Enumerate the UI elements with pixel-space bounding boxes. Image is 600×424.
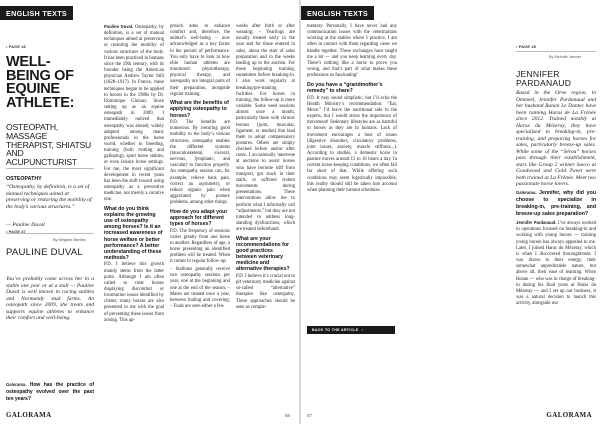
- section-tab: ENGLISH TEXTS: [0, 6, 73, 20]
- speaker-label: Pauline Duval.: [104, 24, 134, 29]
- section-label: OSTEOPATHY: [6, 176, 42, 182]
- magazine-logo: GALORAMA: [6, 411, 52, 419]
- back-button-label: BACK TO THE ARTICLE: [312, 328, 359, 332]
- answer-text: mentary. Personally, I have never had any communication issues with the veterinarians working at the stables where I practice. I am often in contact with them regarding cases we handle together. These exchanges have taught me a lot — and you keep learning every day. There’s nothing like a horse to prove you wrong, and that’s part of what makes these professions so fascinating!: [307, 24, 397, 79]
- answer-text: P.D. I believe it’s crucial not to pit veterinary medicine against so-called “alternative” therapies like osteopathy. These approaches should be seen as comple-: [236, 273, 295, 310]
- text-column: [170, 24, 230, 312]
- question-text: What are your recommendations for good practices between veterinary medicine and alternative therapies?: [236, 235, 290, 273]
- answer-text: – Stallions generally receive two osteopathy sessions per year, one at the beginning and one at the end of the season; – Mares are treated once a year, between foaling and covering; – Foals are seen either a few: [170, 267, 230, 309]
- text-column: [236, 24, 295, 312]
- divider: [6, 168, 94, 169]
- speaker-label: Galorama.: [516, 190, 537, 195]
- divider: [516, 51, 596, 52]
- opening-question: [6, 382, 94, 403]
- answer-text: P.D. The frequency of sessions varies greatly from one horse to another. Regardless of age, a horse presenting an identified problem will be treated. When it comes to regular follow-up:: [170, 228, 230, 265]
- page-number: 56: [285, 413, 291, 418]
- pull-quote: “Osteopathy, by definition, is a set of manual techniques aimed at preserving or restoring the mobility of the body’s various structures.”: [6, 184, 92, 210]
- left-page: [0, 0, 299, 424]
- answer-text: weeks after birth or after weaning; – Yearlings are usually treated early in the year and for those entered in sales, about the start of sales preparation and in the weeks leading up to the auction. For those beginning training, sometimes before breaking-in. I also work regularly at breaking/pre-training facilities. For horses in training, the follow-up is more variable. Some need sessions almost once a month, particularly those with chronic lesions (joint, muscular, ligament, or tendon) that lead them to adopt compensatory postures. Others are simply checked before and/or after races. I occasionally intervene at auctions to assist horses who have become stiff from transport, got stuck in their stalls, or suffered violent movements during presentations. These interventions allow me to perform what I informally call “adjustments,” but they are not intended to address long-standing dysfunctions, which are treated beforehand.: [236, 24, 295, 233]
- speaker-label: Jennifer Pardanaud.: [516, 220, 557, 226]
- question-text: What are the benefits of applying osteopathy to horses?: [170, 100, 229, 119]
- deck: OSTEOPATH, MASSAGE THERAPIST, SHIATSU AND ACUPUNCTURIST: [6, 122, 92, 168]
- speaker-label: Galorama.: [6, 382, 27, 387]
- byline: By Mégane Martins: [53, 238, 86, 242]
- answer-text: P.D. It may sound simplistic, but I’ll echo the Health Ministry’s recommendation: “Eat, Move.” I’d leave the nutritional side to the experts, but I would stress the importance of movement! Sedentary lifestyles are as harmful to horses as they are to humans. Lack of movement encourages a host of issues (digestive disorders, circulatory problems, joint issues, anxiety, muscle stiffness...). According to studies, a domestic horse in pasture moves around 15 to 16 hours a day. In current horse-keeping conditions, we often fall far short of that. While offering such conditions may seem logistically impossible, this reality should still be taken into account when planning their turnout schedules.: [307, 95, 397, 193]
- back-to-article-button[interactable]: [307, 326, 395, 334]
- answer-text: P.D. The benefits are numerous. By restoring good mobility to the body’s various structures, osteopathy enables the different systems (musculoskeletal, visceral, nervous, lymphatic, and vascular) to function properly. An osteopathy session can, for example, relieve back pain, correct an asymmetry, or reduce organic pain when aggravated by posture problems, among other things.: [170, 120, 230, 206]
- person-name: JENNIFER PARDANAUD: [516, 69, 572, 88]
- article-intro: You’ve probably come across her in a stable one year or at a stall — Pauline Duval is well known in racing stables and Normandy stud farms. An osteopath since 2009, she treats and supports equine athletes to enhance their comfort and well-being.: [6, 276, 94, 321]
- question-text: Jennifer, why did you choose to specialize in breaking-in, pre-training, and breeze-up sales preparation?: [516, 190, 597, 218]
- headline: WELL-BEING OF EQUINE ATHLETE:: [6, 54, 75, 111]
- page-marker: • PAGE 48: [516, 45, 536, 49]
- section-tab: ENGLISH TEXTS: [301, 6, 374, 20]
- text-column: [104, 24, 164, 325]
- answer-text: proach aims to enhance comfort and, therefore, the animal’s well-being – now acknowledged as a key factor in the pursuit of performance. You only have to look at how elite human athletes are monitored: physiotherapy, physical therapy, and osteopathy are integral parts of their preparation, alongside regular training.: [170, 24, 230, 97]
- right-page: [301, 0, 600, 424]
- page-marker: • PAGE 46: [6, 45, 26, 49]
- question-text: How do you adapt your approach for different types of horses?: [170, 208, 228, 228]
- text-column: [516, 190, 596, 309]
- byline: By Mélodie Janvier: [549, 55, 582, 59]
- pull-quote-author: — Pauline Duval: [6, 222, 45, 228]
- magazine-logo: GALORAMA: [546, 411, 592, 419]
- question-text: How has the practice of osteopathy evolved over the past ten years?: [6, 382, 95, 403]
- answer-text: Osteopathy, by definition, is a set of manual techniques aimed at preserving or restoring the mobility of various structures of the body. It has been practiced in humans since the 19th century, with its founder being the American physician Andrew Taylor Still (1828–1917). In France, these techniques began to be applied to horses in the 1980s by Dr. Dominique Giniaux. Since setting up as an equine osteopath in 2009, I immediately noticed that osteopathy was already widely adopted among many professionals in the horse world, whether in breeding, training (both trotting and galloping), sport horse stables, or even leisure horse settings. For me, the most significant development in recent years has been the shift toward using osteopathy as a preventive medicine, not merely a curative one.: [104, 25, 165, 203]
- article-intro: Based in the Orne region, in Omméel, Jennifer Pardanaud and her husband Ronan Le Dantec have been running Haras de La Frênée since 2012. Trained notably at Haras du Mézeray, they have specialized in breaking-in, pre-training, and preparing horses for sales, particularly breeze-up sales. While some of the “Sérou” horses pass through their establishment, stars like Group 2 winner Sueco at Goodwood and Gold Tweet were both trained at La Frênée. Meet two passionate horse lovers.: [516, 90, 596, 187]
- arrow-right-icon: ›: [361, 328, 364, 332]
- question-text: What do you think explains the growing use of osteopathy among horses? Is it an increased awareness of horse welfare or better performance? A better understanding of these methods?: [104, 206, 163, 261]
- question-text: Do you have a “grandmother’s remedy” to share?: [307, 81, 383, 94]
- page-number: 57: [307, 413, 313, 418]
- text-column: [307, 24, 397, 196]
- answer-text: P.D. I believe this growth mainly stems from the latter point. Although I am often called to treat horses displaying discomfort or locomotion issues identified by clients, many horses are also presented to me with the goal of preventing these issues from arising. This ap-: [104, 262, 164, 323]
- page-marker: • PAGE 47: [6, 230, 26, 234]
- answer-text: I’ve always worked in operations focused on breaking-in and working with young horses — training young horses has always appealed to me. Later, I joined Haras du Mézeray, which is when I discovered thoroughbreds. I was drawn to their energy, their somewhat unpredictable nature, but above all, their ease of learning. When Ronan — who was in charge of breaking-in during his final years at Haras du Mézeray — and I set up our business, it was a natural decision to launch this activity, alongside our: [516, 221, 596, 307]
- person-name: PAULINE DUVAL: [6, 247, 83, 258]
